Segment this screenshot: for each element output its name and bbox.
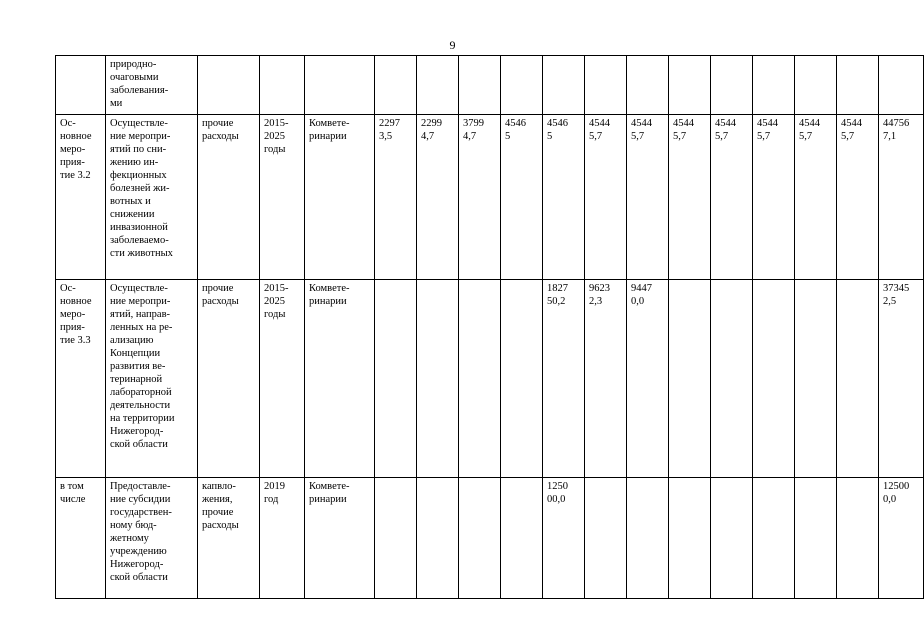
table-cell: природно- очаговыми заболевания- ми: [106, 56, 198, 115]
table-cell: [795, 56, 837, 115]
table-cell: 4546 5: [543, 115, 585, 280]
table-cell: [501, 56, 543, 115]
table-cell: 4544 5,7: [837, 115, 879, 280]
table-cell: [711, 280, 753, 478]
table-cell: [669, 280, 711, 478]
table-cell: [753, 478, 795, 599]
table-cell: [501, 478, 543, 599]
table-cell: 9623 2,3: [585, 280, 627, 478]
table-cell: 12500 0,0: [879, 478, 924, 599]
table-cell: [837, 478, 879, 599]
table-cell: [795, 478, 837, 599]
table-cell: [459, 478, 501, 599]
table-cell: [459, 280, 501, 478]
table-cell: 4546 5: [501, 115, 543, 280]
table-cell: [711, 56, 753, 115]
table-cell: 1827 50,2: [543, 280, 585, 478]
table-cell: 2297 3,5: [375, 115, 417, 280]
table-cell: 4544 5,7: [795, 115, 837, 280]
table-cell: в том числе: [56, 478, 106, 599]
table-row: [56, 478, 924, 599]
table-cell: Ос- новное меро- прия- тие 3.3: [56, 280, 106, 478]
table-cell: 2019 год: [260, 478, 305, 599]
table-cell: [417, 478, 459, 599]
table-cell: [585, 478, 627, 599]
table-cell: [543, 56, 585, 115]
table-cell: Комвете- ринарии: [305, 115, 375, 280]
table-cell: Осуществле- ние меропри- ятий по сни- жению ин- фекционных болезней жи- вотных и снижении инвазионной заболеваемо- сти животных: [106, 115, 198, 280]
table-cell: [417, 280, 459, 478]
table-cell: [753, 56, 795, 115]
table-cell: 4544 5,7: [627, 115, 669, 280]
table-cell: [585, 56, 627, 115]
table-cell: [375, 56, 417, 115]
table-cell: 2015- 2025 годы: [260, 280, 305, 478]
table-cell: [627, 478, 669, 599]
table-cell: [375, 478, 417, 599]
table-cell: 4544 5,7: [585, 115, 627, 280]
table-cell: [879, 56, 924, 115]
table-cell: 4544 5,7: [711, 115, 753, 280]
table-cell: прочие расходы: [198, 280, 260, 478]
table-cell: [375, 280, 417, 478]
table-cell: [501, 280, 543, 478]
table-cell: Осуществле- ние меропри- ятий, направ- ленных на ре- ализацию Концепции развития ве- теринарной лабораторной деятельности на территории Нижегород- ской области: [106, 280, 198, 478]
page-number: 9: [449, 38, 456, 52]
table-cell: 4544 5,7: [669, 115, 711, 280]
table-cell: [669, 478, 711, 599]
table-cell: [837, 280, 879, 478]
table-cell: [260, 56, 305, 115]
table-cell: [459, 56, 501, 115]
table-cell: прочие расходы: [198, 115, 260, 280]
table-cell: 2299 4,7: [417, 115, 459, 280]
budget-table: [55, 55, 924, 599]
table-cell: [305, 56, 375, 115]
table-cell: 3799 4,7: [459, 115, 501, 280]
table-cell: 4544 5,7: [753, 115, 795, 280]
table-cell: Комвете- ринарии: [305, 478, 375, 599]
table-cell: [837, 56, 879, 115]
table-cell: Комвете- ринарии: [305, 280, 375, 478]
table-cell: [417, 56, 459, 115]
table-row: [56, 115, 924, 280]
table-cell: [198, 56, 260, 115]
table-cell: [795, 280, 837, 478]
table-cell: 9447 0,0: [627, 280, 669, 478]
table-cell: 2015- 2025 годы: [260, 115, 305, 280]
table-cell: 44756 7,1: [879, 115, 924, 280]
table-cell: 37345 2,5: [879, 280, 924, 478]
table-cell: капвло- жения, прочие расходы: [198, 478, 260, 599]
table-row: [56, 56, 924, 115]
table-cell: 1250 00,0: [543, 478, 585, 599]
table-cell: [753, 280, 795, 478]
table-cell: Предоставле- ние субсидии государствен- ному бюд- жетному учреждению Нижегород- ской области: [106, 478, 198, 599]
table-cell: [711, 478, 753, 599]
table-cell: [56, 56, 106, 115]
table-cell: [627, 56, 669, 115]
table-cell: [669, 56, 711, 115]
table-cell: Ос- новное меро- прия- тие 3.2: [56, 115, 106, 280]
table-row: [56, 280, 924, 478]
